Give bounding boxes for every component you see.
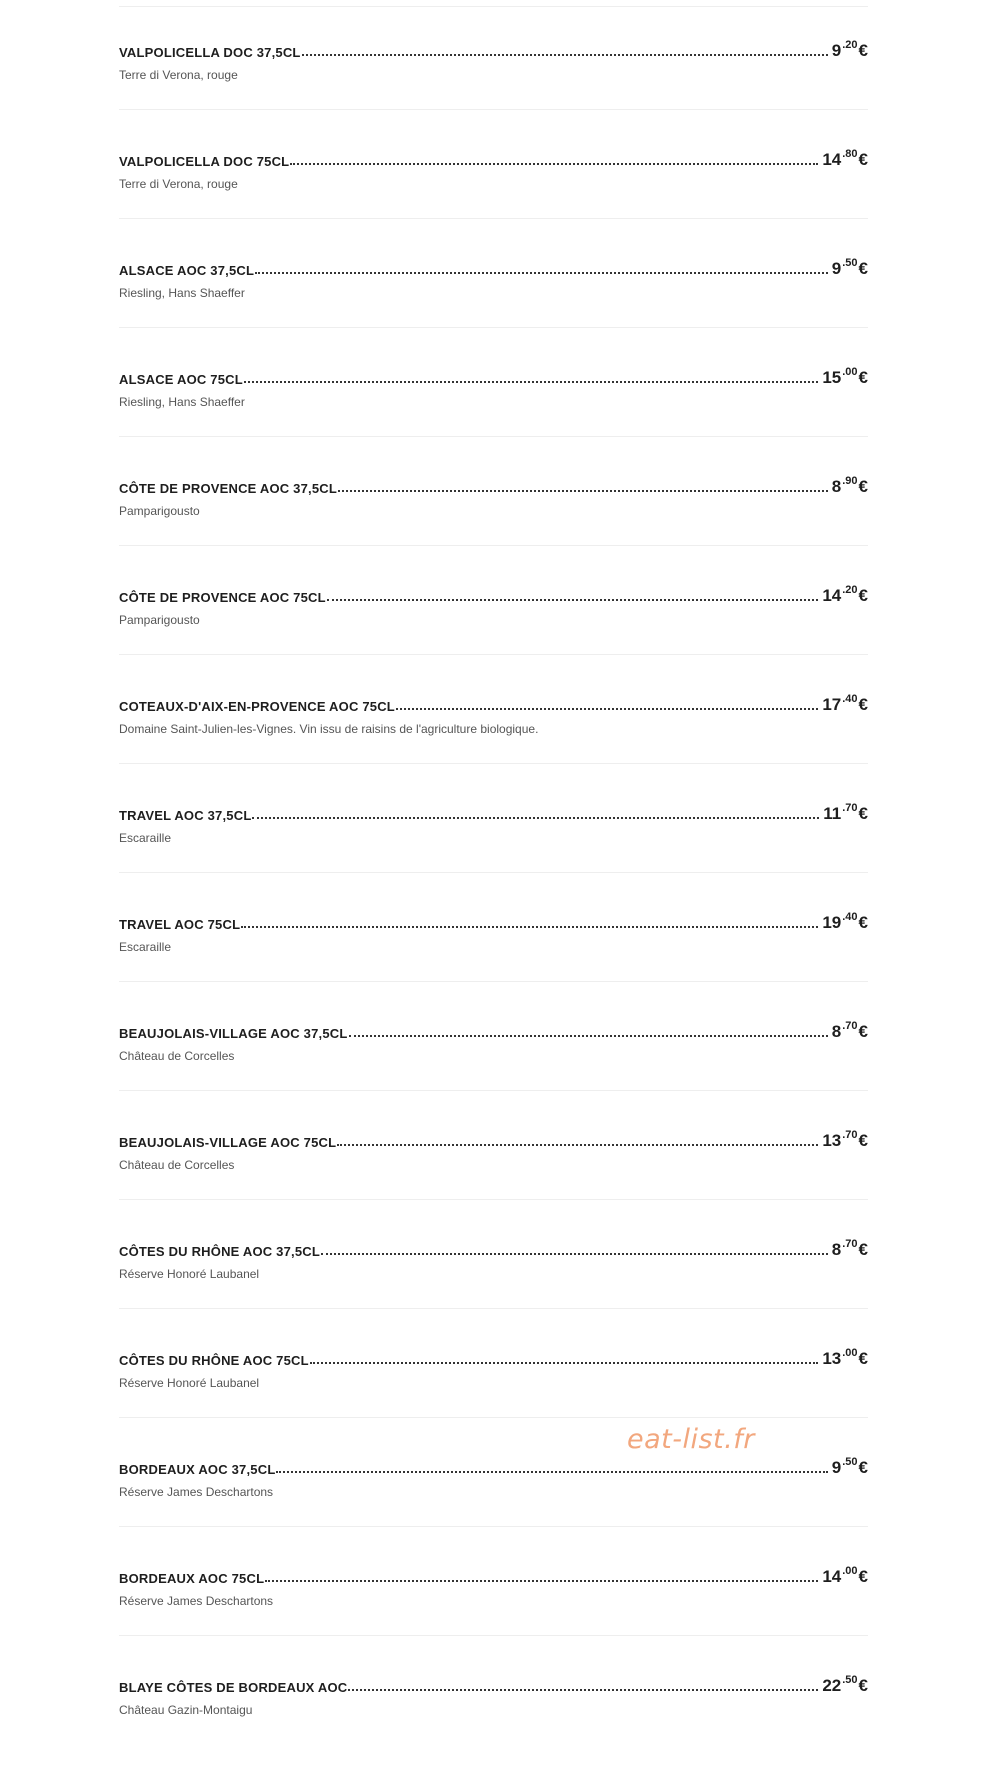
item-price [832,41,868,61]
price-integer: 22 [822,1676,842,1695]
price-currency: € [858,695,868,714]
dot-leader [244,381,818,383]
dot-leader [252,817,819,819]
divider [119,109,868,110]
dot-leader [327,599,819,601]
item-name: BEAUJOLAIS-VILLAGE AOC 75CL [119,1135,337,1150]
price-currency: € [858,41,868,60]
item-name: COTEAUX-D'AIX-EN-PROVENCE AOC 75CL [119,699,395,714]
price-integer: 15 [822,368,842,387]
item-price [822,586,868,606]
divider [119,1199,868,1200]
item-name: BORDEAUX AOC 75CL [119,1571,265,1586]
item-description: Château de Corcelles [119,1049,235,1063]
item-name: BEAUJOLAIS-VILLAGE AOC 37,5CL [119,1026,348,1041]
price-decimal: .80 [842,148,858,160]
menu-item [119,582,868,690]
item-description: Réserve Honoré Laubanel [119,1267,260,1281]
item-price [822,150,868,170]
menu-item-row [119,1563,868,1587]
item-description: Château de Corcelles [119,1158,235,1172]
item-description: Escaraille [119,940,172,954]
item-name: CÔTE DE PROVENCE AOC 75CL [119,590,326,605]
price-currency: € [858,150,868,169]
price-integer: 9 [831,41,842,60]
price-integer: 19 [822,913,842,932]
price-currency: € [858,1676,868,1695]
item-description: Pamparigousto [119,504,200,518]
menu-item [119,473,868,581]
menu-item-row [119,582,868,606]
menu-item-row [119,800,868,824]
divider [119,1417,868,1418]
price-decimal: .50 [842,257,858,269]
price-decimal: .70 [842,802,858,814]
price-integer: 9 [831,1458,842,1477]
price-integer: 9 [831,259,842,278]
price-decimal: .50 [842,1674,858,1686]
menu-item [119,364,868,472]
menu-item [119,1563,868,1671]
item-description: Réserve James Deschartons [119,1485,274,1499]
price-currency: € [858,1131,868,1150]
menu-item [119,37,868,145]
item-price [832,1022,868,1042]
menu-item-row [119,1236,868,1260]
price-integer: 14 [822,586,842,605]
price-integer: 13 [822,1349,842,1368]
divider [119,872,868,873]
item-price [822,1349,868,1369]
item-description: Pamparigousto [119,613,200,627]
divider [119,218,868,219]
price-decimal: .00 [842,366,858,378]
divider [119,6,868,7]
price-currency: € [858,1349,868,1368]
price-currency: € [858,804,868,823]
divider [119,545,868,546]
price-integer: 14 [822,150,842,169]
item-name: TRAVEL AOC 37,5CL [119,808,252,823]
item-name: CÔTES DU RHÔNE AOC 37,5CL [119,1244,320,1259]
item-price [832,1458,868,1478]
item-price [832,1240,868,1260]
price-decimal: .40 [842,693,858,705]
dot-leader [338,490,828,492]
menu-item-row [119,146,868,170]
dot-leader [310,1362,819,1364]
menu-item-row [119,909,868,933]
divider [119,654,868,655]
item-price [822,1131,868,1151]
item-description: Riesling, Hans Shaeffer [119,395,245,409]
item-price [832,477,868,497]
item-price [832,259,868,279]
item-name: BORDEAUX AOC 37,5CL [119,1462,276,1477]
dot-leader [302,54,828,56]
divider [119,327,868,328]
price-decimal: .90 [842,475,858,487]
divider [119,1635,868,1636]
price-decimal: .20 [842,584,858,596]
price-decimal: .70 [842,1020,858,1032]
price-decimal: .70 [842,1129,858,1141]
dot-leader [349,1035,828,1037]
menu-item-row [119,1454,868,1478]
item-description: Réserve Honoré Laubanel [119,1376,260,1390]
menu-item [119,1345,868,1453]
price-decimal: .40 [842,911,858,923]
watermark: eat-list.fr [627,1424,755,1455]
menu-item-row [119,37,868,61]
menu-item [119,800,868,908]
menu-item [119,909,868,1017]
divider [119,1308,868,1309]
price-currency: € [858,1022,868,1041]
price-integer: 8 [831,1022,842,1041]
item-name: VALPOLICELLA DOC 37,5CL [119,45,301,60]
menu-item [119,1236,868,1344]
menu-item [119,1018,868,1126]
item-description: Réserve James Deschartons [119,1594,274,1608]
price-currency: € [858,586,868,605]
divider [119,763,868,764]
dot-leader [265,1580,818,1582]
dot-leader [321,1253,828,1255]
item-price [822,695,868,715]
divider [119,436,868,437]
price-integer: 17 [822,695,842,714]
item-name: VALPOLICELLA DOC 75CL [119,154,290,169]
menu-item-row [119,473,868,497]
price-integer: 8 [831,1240,842,1259]
menu-item-row [119,1672,868,1696]
price-integer: 14 [822,1567,842,1586]
item-price [822,913,868,933]
price-integer: 11 [823,804,842,823]
item-price [822,368,868,388]
price-currency: € [858,1240,868,1259]
item-price [822,1676,868,1696]
dot-leader [290,163,818,165]
item-description: Terre di Verona, rouge [119,68,238,82]
dot-leader [348,1689,818,1691]
item-name: CÔTE DE PROVENCE AOC 37,5CL [119,481,338,496]
dot-leader [241,926,818,928]
menu-item-row [119,255,868,279]
menu-item [119,255,868,363]
menu-item [119,1672,868,1780]
dot-leader [396,708,818,710]
price-currency: € [858,368,868,387]
menu-item-row [119,691,868,715]
price-decimal: .70 [842,1238,858,1250]
divider [119,1526,868,1527]
item-name: TRAVEL AOC 75CL [119,917,241,932]
menu-item [119,1454,868,1562]
price-decimal: .00 [842,1347,858,1359]
price-integer: 13 [822,1131,842,1150]
price-decimal: .00 [842,1565,858,1577]
price-currency: € [858,1458,868,1477]
menu-item-row [119,1345,868,1369]
item-description: Escaraille [119,831,172,845]
item-description: Château Gazin-Montaigu [119,1703,253,1717]
item-price [822,1567,868,1587]
menu-item [119,146,868,254]
menu-item [119,691,868,799]
menu-item-row [119,1127,868,1151]
price-currency: € [858,1567,868,1586]
dot-leader [337,1144,818,1146]
menu-item-row [119,1018,868,1042]
price-integer: 8 [831,477,842,496]
item-price [823,804,868,824]
item-name: ALSACE AOC 37,5CL [119,263,255,278]
item-description: Domaine Saint-Julien-les-Vignes. Vin issu de raisins de l'agriculture biologique. [119,722,539,736]
item-name: BLAYE CÔTES DE BORDEAUX AOC [119,1680,348,1695]
menu-item-row [119,364,868,388]
price-decimal: .50 [842,1456,858,1468]
dot-leader [276,1471,827,1473]
item-description: Terre di Verona, rouge [119,177,238,191]
price-currency: € [858,913,868,932]
price-currency: € [858,477,868,496]
dot-leader [255,272,828,274]
item-name: ALSACE AOC 75CL [119,372,243,387]
item-description: Riesling, Hans Shaeffer [119,286,245,300]
item-name: CÔTES DU RHÔNE AOC 75CL [119,1353,309,1368]
price-currency: € [858,259,868,278]
divider [119,981,868,982]
price-decimal: .20 [842,39,858,51]
menu-item [119,1127,868,1235]
divider [119,1090,868,1091]
